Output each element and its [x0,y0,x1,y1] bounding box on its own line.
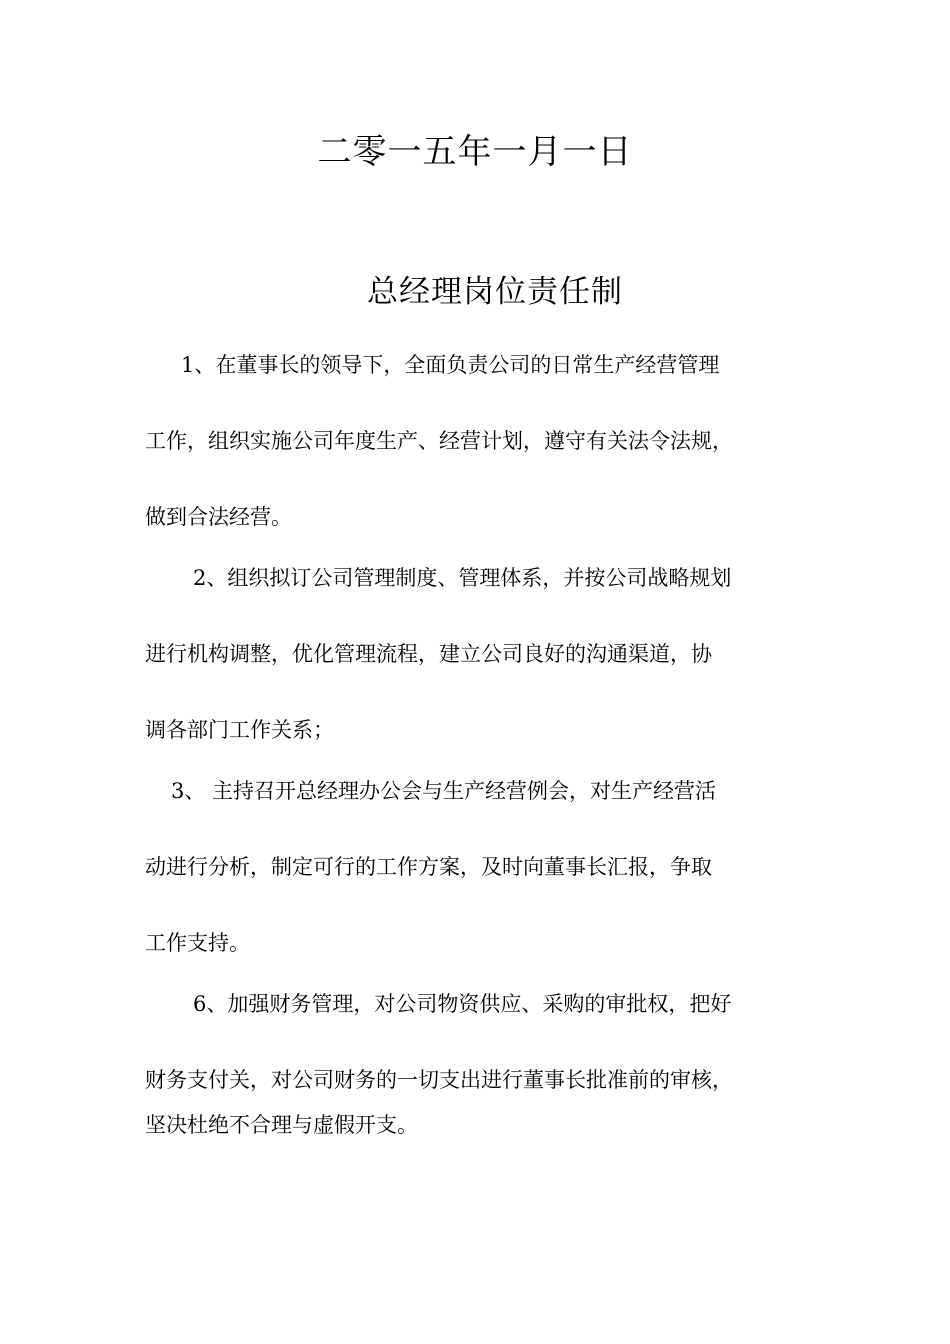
paragraph-4-line-1: 6、加强财务管理，对公司物资供应、采购的审批权，把好 [193,992,732,1016]
paragraph-2-line-2: 进行机构调整，优化管理流程，建立公司良好的沟通渠道，协 [145,642,712,666]
paragraph-3-line-3: 工作支持。 [145,931,250,955]
paragraph-1-line-3: 做到合法经营。 [145,505,292,529]
paragraph-2-line-1: 2、组织拟订公司管理制度、管理体系，并按公司战略规划 [193,566,732,590]
paragraph-2-line-3: 调各部门工作关系； [145,718,334,742]
paragraph-4-line-3: 坚决杜绝不合理与虚假开支。 [145,1113,418,1137]
paragraph-1-line-2: 工作，组织实施公司年度生产、经营计划，遵守有关法令法规， [145,429,733,453]
paragraph-4-line-2: 财务支付关，对公司财务的一切支出进行董事长批准前的审核， [145,1068,733,1092]
paragraph-3-line-1: 3、 主持召开总经理办公会与生产经营例会，对生产经营活 [171,779,717,803]
paragraph-3-line-2: 动进行分析，制定可行的工作方案，及时向董事长汇报，争取 [145,855,712,879]
paragraph-1-line-1: 1、在董事长的领导下，全面负责公司的日常生产经营管理 [181,353,720,377]
document-date: 二零一五年一月一日 [317,132,633,172]
document-title: 总经理岗位责任制 [367,274,623,310]
